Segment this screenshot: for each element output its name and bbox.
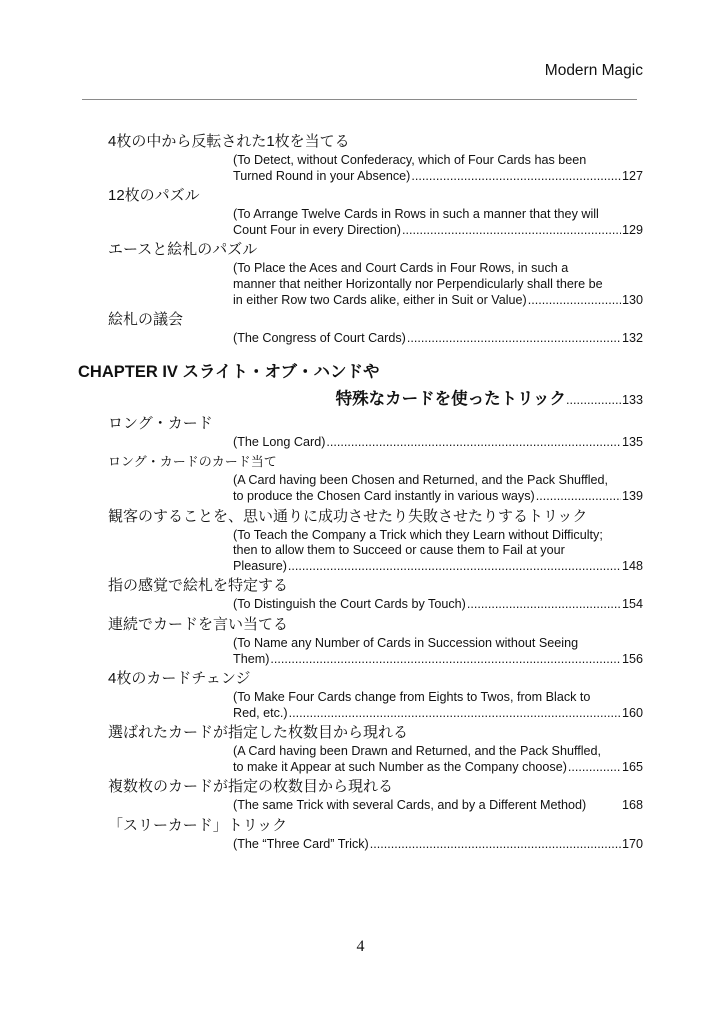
- entry-description-line: manner that neither Horizontally nor Perpendicularly shall there be: [233, 276, 603, 291]
- entry-last-line: [233, 435, 643, 451]
- entry-last-line: [233, 706, 643, 722]
- entry-page-number: 132: [621, 331, 643, 346]
- entry-page-number: 139: [621, 488, 643, 503]
- entry-last-line: [233, 293, 643, 309]
- entry-title-jp: 絵札の議会: [108, 311, 184, 329]
- entry-description-line: (The Congress of Court Cards): [233, 331, 406, 346]
- entry-description-en: [233, 153, 643, 184]
- entry-last-line: [233, 559, 643, 575]
- entry-description-line: Pleasure): [233, 558, 287, 573]
- entry-title-jp: 連続でカードを言い当てる: [108, 615, 289, 633]
- leader-dots: [402, 223, 621, 239]
- entry-description-line: to produce the Chosen Card instantly in various ways): [233, 488, 535, 503]
- entry-last-line: [233, 223, 643, 239]
- entry-last-line: [233, 169, 643, 185]
- entry-title-jp: 選ばれたカードが指定した枚数目から現れる: [108, 724, 409, 742]
- entry-title-jp: 4枚のカードチェンジ: [108, 670, 251, 688]
- entry-page-number: 160: [621, 705, 643, 720]
- entry-last-line: [233, 331, 643, 347]
- entry-last-line: [233, 489, 643, 505]
- entry-title-jp: 指の感覚で絵札を特定する: [108, 577, 289, 595]
- entry-page-number: 165: [621, 759, 643, 774]
- entry-title-jp: ロング・カード: [108, 414, 213, 432]
- entry-description-en: [233, 744, 643, 775]
- entry-last-line: [233, 652, 643, 668]
- entry-last-line: [233, 760, 643, 776]
- leader-dots: [566, 389, 622, 412]
- leader-dots: [467, 597, 621, 613]
- entry-page-number: 170: [621, 837, 643, 852]
- entry-page-number: 127: [621, 168, 643, 183]
- toc-section-after: [0, 414, 721, 853]
- entry-description-en: [233, 636, 643, 667]
- entry-description-line: then to allow them to Succeed or cause them to Fail at your: [233, 543, 565, 558]
- leader-dots: [326, 435, 621, 451]
- leader-dots: [411, 169, 621, 185]
- entry-description-en: [233, 435, 643, 451]
- leader-dots: [270, 652, 621, 668]
- entry-title-jp: ロング・カードのカード当て: [108, 454, 277, 470]
- running-header: Modern Magic: [544, 62, 643, 79]
- leader-dots: [536, 489, 621, 505]
- entry-description-line: (To Distinguish the Court Cards by Touch): [233, 597, 466, 612]
- chapter-page-number: 133: [621, 392, 643, 407]
- entry-page-number: 154: [621, 597, 643, 612]
- entry-page-number: 168: [621, 798, 643, 813]
- entry-description-line: Count Four in every Direction): [233, 222, 401, 237]
- entry-page-number: 130: [621, 292, 643, 307]
- chapter-title-line2: 特殊なカードを使ったトリック: [335, 389, 566, 408]
- entry-page-number: 135: [621, 434, 643, 449]
- entry-title-jp: 4枚の中から反転された1枚を当てる: [108, 133, 350, 150]
- entry-last-line: [233, 837, 643, 853]
- entry-description-line: Red, etc.): [233, 705, 288, 720]
- entry-description-en: [233, 690, 643, 721]
- entry-description-line: (The same Trick with several Cards, and by a Different Method): [233, 798, 587, 813]
- leader-dots: [370, 837, 621, 853]
- entry-description-en: [233, 331, 643, 347]
- entry-title-jp: 複数枚のカードが指定の枚数目から現れる: [108, 778, 394, 796]
- entry-description-line: (To Name any Number of Cards in Succession without Seeing: [233, 635, 579, 650]
- entry-page-number: 148: [621, 558, 643, 573]
- entry-description-en: [233, 597, 643, 613]
- entry-page-number: 156: [621, 651, 643, 666]
- entry-description-en: [233, 528, 643, 575]
- entry-description-line: Them): [233, 651, 270, 666]
- entry-description-en: [233, 207, 643, 238]
- entry-description-line: (The “Three Card” Trick): [233, 837, 369, 852]
- leader-dots: [568, 760, 621, 776]
- entry-description-line: (A Card having been Drawn and Returned, and the Pack Shuffled,: [233, 744, 602, 759]
- entry-description-line: in either Row two Cards alike, either in Suit or Value): [233, 292, 527, 307]
- entry-description-line: (To Teach the Company a Trick which they Learn without Difficulty;: [233, 527, 603, 542]
- toc-section-before: [0, 132, 721, 347]
- entry-description-en: [233, 837, 643, 853]
- entry-last-line: [233, 798, 643, 814]
- entry-description-line: (To Make Four Cards change from Eights to Twos, from Black to: [233, 690, 591, 705]
- entry-title-jp: 観客のすることを、思い通りに成功させたり失敗させたりするトリック: [108, 507, 588, 525]
- entry-description-en: [233, 798, 643, 814]
- chapter-heading: [78, 361, 643, 412]
- entry-description-line: (The Long Card): [233, 434, 326, 449]
- leader-dots: [289, 706, 621, 722]
- chapter-title-line2-row: [78, 388, 643, 412]
- header-rule: [82, 99, 637, 100]
- entry-page-number: 129: [621, 222, 643, 237]
- entry-description-line: (To Place the Aces and Court Cards in Four Rows, in such a: [233, 261, 569, 276]
- entry-description-en: [233, 473, 643, 504]
- entry-title-jp: 12枚のパズル: [108, 187, 200, 205]
- chapter-title-line1: CHAPTER IV スライト・オブ・ハンドや: [78, 362, 380, 381]
- entry-description-line: Turned Round in your Absence): [233, 168, 411, 183]
- leader-dots: [528, 293, 621, 309]
- entry-description-line: (To Detect, without Confederacy, which of Four Cards has been: [233, 153, 587, 167]
- entry-description-line: (To Arrange Twelve Cards in Rows in such a manner that they will: [233, 207, 599, 222]
- entry-description-en: [233, 261, 643, 308]
- table-of-contents: [0, 130, 721, 853]
- entry-description-line: (A Card having been Chosen and Returned, and the Pack Shuffled,: [233, 473, 609, 488]
- entry-title-jp: 「スリーカード」トリック: [108, 817, 288, 835]
- leader-dots: [407, 331, 621, 347]
- leader-dots: [288, 559, 621, 575]
- entry-last-line: [233, 597, 643, 613]
- entry-description-line: to make it Appear at such Number as the Company choose): [233, 759, 567, 774]
- page-number: 4: [356, 938, 365, 955]
- entry-title-jp: エースと絵札のパズル: [108, 241, 258, 259]
